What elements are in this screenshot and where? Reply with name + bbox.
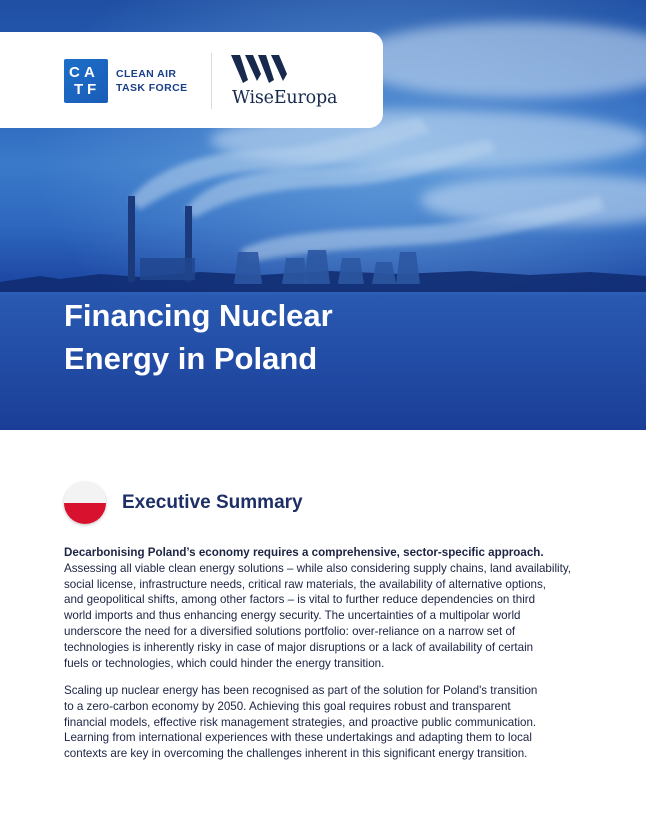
- summary-paragraph-1: [64, 545, 592, 671]
- cover-title: [64, 294, 484, 380]
- catf-letter-t: T: [74, 81, 84, 98]
- wiseeuropa-logo-icon: [231, 52, 293, 84]
- paragraph-line: world imports and thus enhancing energy security. The uncertainties of a multipolar world: [64, 609, 521, 623]
- paragraph-line: to a zero-carbon economy by 2050. Achieving this goal requires robust and transparent: [64, 699, 511, 713]
- summary-paragraph-2: [64, 683, 592, 762]
- catf-logo: [64, 59, 108, 103]
- catf-name-line: CLEAN AIR: [116, 68, 177, 80]
- section-title: Executive Summary: [122, 492, 303, 513]
- paragraph-line: Assessing all viable clean energy solutions – while also considering supply chains, land availability,: [64, 561, 571, 575]
- catf-name-line: TASK FORCE: [116, 82, 188, 94]
- poland-flag-icon: [64, 482, 106, 524]
- catf-letter-f: F: [87, 81, 97, 98]
- catf-letter-c: C: [69, 64, 80, 81]
- paragraph-lead: Decarbonising Poland’s economy requires a comprehensive, sector-specific approach.: [64, 546, 544, 559]
- paragraph-line: fuels or technologies, which could hinder the energy transition.: [64, 656, 385, 670]
- wiseeuropa-name: WiseEuropa: [232, 88, 338, 108]
- paragraph-line: financial models, effective risk management strategies, and proactive public communication.: [64, 715, 537, 729]
- paragraph-line: Scaling up nuclear energy has been recognised as part of the solution for Poland's transition: [64, 684, 538, 697]
- paragraph-line: and geopolitical shifts, among other factors – is vital to further reduce dependencies on third: [64, 593, 536, 607]
- catf-name: [116, 67, 206, 95]
- cover-title-line: Energy in Poland: [64, 341, 318, 376]
- paragraph-line: contexts are key in overcoming the challenges inherent in this significant energy transition.: [64, 747, 528, 761]
- logo-divider: [211, 53, 212, 109]
- paragraph-line: Learning from international experiences with these undertakings and adapting them to local: [64, 731, 532, 745]
- cover-title-line: Financing Nuclear: [64, 298, 333, 333]
- catf-letter-a: A: [84, 64, 95, 81]
- paragraph-line: underscore the need for a diversified solutions portfolio: over-reliance on a narrow set of: [64, 624, 516, 638]
- flag-white-band: [64, 482, 106, 503]
- flag-red-band: [64, 503, 106, 524]
- paragraph-line: social license, infrastructure needs, critical raw materials, the availability of alternative options,: [64, 577, 547, 591]
- paragraph-line: technologies is inherently risky in case of major disruptions or a lack of availability of certain: [64, 640, 534, 654]
